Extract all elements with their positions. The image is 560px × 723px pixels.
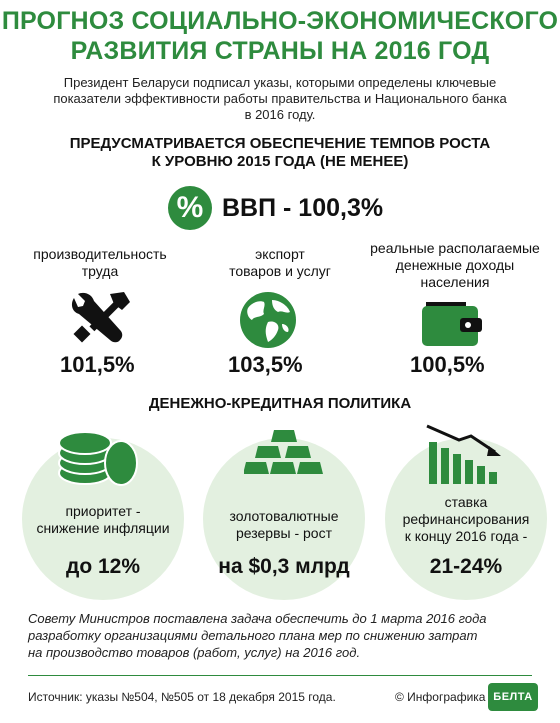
circle-label-line: рефинансирования [402, 511, 530, 527]
coins-icon [55, 425, 147, 487]
circle-label [22, 503, 184, 537]
circle-label-line: резервы - рост [235, 525, 333, 541]
footer-divider [28, 675, 532, 676]
indicator-label [15, 246, 185, 280]
indicator-label-line: экспорт [255, 246, 305, 262]
indicator-label-line: реальные располагаемые [370, 240, 540, 256]
percent-icon: % [168, 186, 212, 230]
indicator-productivity [15, 246, 185, 280]
monetary-heading: ДЕНЕЖНО-КРЕДИТНАЯ ПОЛИТИКА [148, 395, 412, 412]
circle-value: 21-24% [429, 555, 503, 578]
indicator-value: 101,5% [60, 352, 135, 377]
title-line-2: РАЗВИТИЯ СТРАНЫ НА 2016 ГОД [70, 37, 490, 65]
globe-icon [238, 290, 298, 350]
circle-label-line: ставка [444, 494, 488, 510]
indicator-label-line: денежные доходы [395, 257, 515, 273]
growth-heading [0, 135, 560, 171]
declining-chart-icon [425, 422, 509, 486]
indicator-label-line: населения [420, 274, 490, 290]
page-title [0, 6, 560, 66]
note-line: на производство товаров (работ, услуг) на 2016 год. [28, 645, 361, 660]
indicator-label [190, 246, 370, 280]
circle-value: на $0,3 млрд [218, 555, 350, 578]
circle-label-line: снижение инфляции [36, 520, 170, 536]
indicator-label-line: труда [81, 263, 119, 279]
circle-label-line: золотовалютные [229, 508, 339, 524]
gdp-block [168, 186, 383, 230]
credit-text: © Инфографика [395, 690, 486, 704]
tools-icon [68, 288, 134, 348]
note-line: Совету Министров поставлена задача обеспечить до 1 марта 2016 года [28, 611, 487, 626]
wallet-icon [420, 298, 484, 348]
indicator-label-line: товаров и услуг [229, 263, 331, 279]
intro-line-3: в 2016 году. [244, 107, 316, 122]
gdp-value: ВВП - 100,3% [222, 193, 384, 222]
note-line: разработку организациями детального плана мер по снижению затрат [28, 628, 478, 643]
indicator-export [190, 246, 370, 280]
indicator-label-line: производительность [33, 246, 167, 262]
indicator-value: 100,5% [410, 352, 485, 377]
indicator-label [355, 240, 555, 291]
title-line-1: ПРОГНОЗ СОЦИАЛЬНО-ЭКОНОМИЧЕСКОГО [1, 7, 559, 35]
circle-label-line: приоритет - [65, 503, 141, 519]
circle-label-line: к концу 2016 года - [404, 528, 528, 544]
intro-line-1: Президент Беларуси подписал указы, которыми определены ключевые [63, 75, 497, 90]
growth-heading-line-2: К УРОВНЮ 2015 ГОДА (НЕ МЕНЕЕ) [151, 153, 409, 170]
indicator-value: 103,5% [228, 352, 303, 377]
indicator-income [355, 240, 555, 291]
source-text: Источник: указы №504, №505 от 18 декабря 2015 года. [28, 690, 336, 704]
circle-label [203, 508, 365, 542]
intro-line-2: показатели эффективности работы правительства и Национального банка [53, 91, 507, 106]
circle-value: до 12% [65, 555, 141, 578]
growth-heading-line-1: ПРЕДУСМАТРИВАЕТСЯ ОБЕСПЕЧЕНИЕ ТЕМПОВ РОСТА [69, 135, 491, 152]
circle-label [385, 494, 547, 545]
gold-bars-icon [244, 428, 324, 480]
note-text [28, 610, 538, 661]
intro-text [40, 75, 520, 123]
belta-logo: БЕЛТА [488, 683, 538, 711]
